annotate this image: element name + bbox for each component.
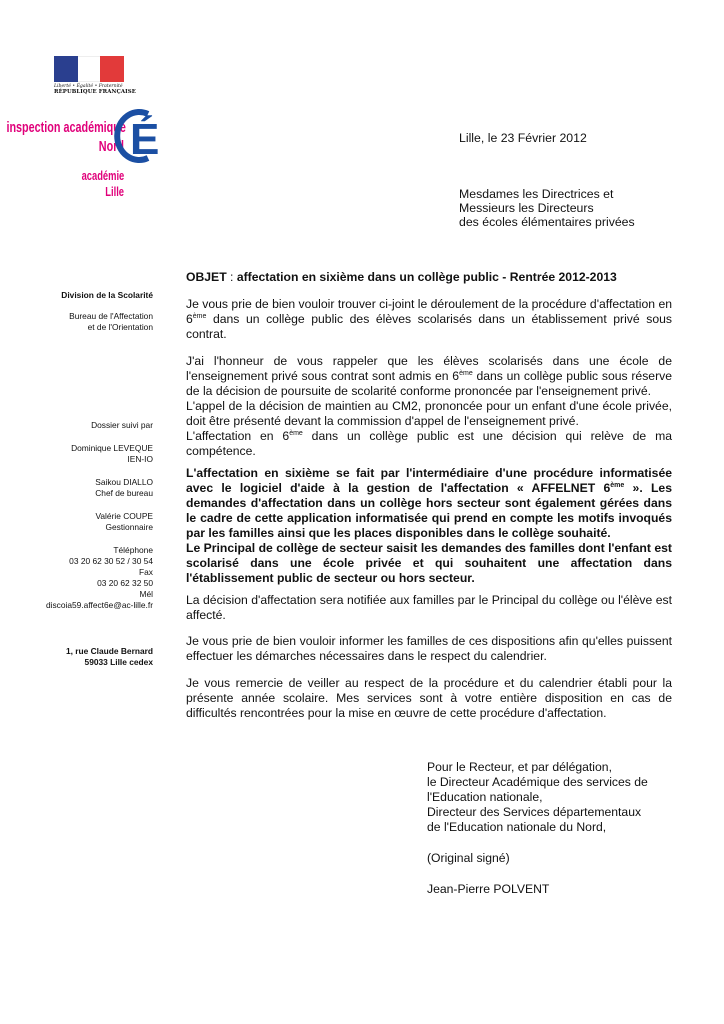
contact-role: Gestionnaire — [105, 522, 153, 532]
p2-superscript: ème — [459, 370, 473, 377]
paragraph-4: La décision d'affectation sera notifiée aux familles par le Principal du collège ou l'élève est affecté. — [186, 593, 672, 622]
academy-logo-line1: inspection académique — [6, 119, 126, 136]
paragraph-1 — [186, 297, 672, 342]
p2-text-d-a: L'affectation en 6 — [186, 429, 290, 443]
bureau-line-1: Bureau de l'Affectation — [69, 311, 153, 321]
signature-line-1: Pour le Recteur, et par délégation, — [427, 760, 612, 774]
followed-by-label: Dossier suivi par — [91, 420, 153, 430]
subject-line — [186, 270, 672, 285]
paragraph-2 — [186, 354, 672, 459]
mail-address[interactable]: discoia59.affect6e@ac-lille.fr — [45, 600, 153, 610]
signature-line-2: le Directeur Académique des services de — [427, 775, 648, 789]
paragraph-5: Je vous prie de bien vouloir informer les familles de ces dispositions afin qu'elles puissent effectuer les démarches nécessaires dans le respect du calendrier. — [186, 634, 672, 663]
signature-line-4: Directeur des Services départementaux — [427, 805, 642, 819]
academy-logo-line3: académie — [81, 168, 124, 183]
contact-name: Dominique LEVEQUE — [71, 443, 153, 453]
p3-text-b: ». Les demandes d'affectation dans un collège hors secteur sont également gérées dans le cadre de cette application informatisée qui prend en compte les motifs invoqués par les familles ainsi que les places disponibles dans le collège souhaité. — [186, 481, 672, 540]
svg-text:É: É — [130, 115, 160, 164]
recipient-line-3: des écoles élémentaires privées — [459, 215, 635, 229]
paragraph-3 — [186, 466, 672, 586]
fax-label: Fax — [139, 567, 153, 577]
phone-number: 03 20 62 30 52 / 30 54 — [69, 556, 153, 566]
signature-line-3: l'Education nationale, — [427, 790, 543, 804]
signatory-name: Jean-Pierre POLVENT — [427, 882, 550, 896]
p3-superscript: ème — [610, 482, 625, 489]
division-name: Division de la Scolarité — [61, 290, 153, 300]
date-line: Lille, le 23 Février 2012 — [459, 131, 587, 145]
recipient-line-2: Messieurs les Directeurs — [459, 201, 594, 215]
p1-text-a: Je vous prie de bien vouloir trouver ci-joint le déroulement de la procédure d'affectation en 6 — [186, 297, 672, 326]
phone-label: Téléphone — [113, 545, 153, 555]
marianne-logo — [54, 56, 137, 98]
republic-motto: Liberté • Égalité • Fraternité — [54, 84, 123, 89]
address-line-1: 1, rue Claude Bernard — [65, 646, 153, 656]
subject-separator: : — [226, 270, 237, 284]
address-line-2: 59033 Lille cedex — [84, 657, 153, 667]
p2-text-a: J'ai l'honneur de vous rappeler que les élèves scolarisés dans une école de l'enseignement privé sous contrat sont admis en 6 — [186, 354, 672, 383]
contact-role: IEN-IO — [127, 454, 153, 464]
paragraph-6: Je vous remercie de veiller au respect de la procédure et du calendrier établi pour la présente année scolaire. Mes services sont à votre entière disposition en cas de difficultés rencontrées pour la mise en œuvre de cette procédure d'affectation. — [186, 676, 672, 720]
p3-text-a: L'affectation en sixième se fait par l'intermédiaire d'une procédure informatisée avec le logiciel d'aide à la gestion de l'affectation « AFFELNET 6 — [186, 466, 672, 495]
recipient-line-1: Mesdames les Directrices et — [459, 187, 614, 201]
subject-label: OBJET — [186, 270, 227, 284]
p3-text-c: Le Principal de collège de secteur saisit les demandes des familles dont l'enfant est scolarisé dans une école privée et qui souhaitent une affectation dans l'établissement public de secteur ou hors secteur. — [186, 541, 672, 585]
tricolor-flag-icon — [54, 56, 124, 82]
academy-logo-line2: Nord — [98, 138, 124, 155]
bureau-line-2: et de l'Orientation — [87, 322, 153, 332]
p2-superscript-2: ème — [289, 430, 303, 437]
academy-e-logo-icon — [114, 96, 166, 166]
p2-text-b: dans un collège public sous réserve de la décision de poursuite de scolarité conforme prononcée par l'enseignement privé. — [186, 369, 672, 398]
republic-name: RÉPUBLIQUE FRANÇAISE — [54, 89, 137, 95]
subject-text: affectation en sixième dans un collège public - Rentrée 2012-2013 — [236, 270, 617, 284]
p2-text-c: L'appel de la décision de maintien au CM2, prononcée pour un enfant d'une école privée, doit être présenté devant la commission d'appel de l'enseignement privé. — [186, 399, 672, 428]
original-signed: (Original signé) — [427, 851, 510, 865]
academy-logo-line4: Lille — [105, 184, 124, 199]
p1-text-b: dans un collège public des élèves scolarisés dans un établissement privé sous contrat. — [186, 312, 672, 341]
mail-label: Mél — [139, 589, 153, 599]
contact-name: Valérie COUPE — [95, 511, 153, 521]
p2-text-d-b: dans un collège public est une décision qui relève de ma compétence. — [186, 429, 672, 458]
contact-role: Chef de bureau — [95, 488, 153, 498]
signature-line-5: de l'Education nationale du Nord, — [427, 820, 607, 834]
contact-name: Saikou DIALLO — [95, 477, 153, 487]
p1-superscript: ème — [192, 313, 207, 320]
fax-number: 03 20 62 32 50 — [97, 578, 153, 588]
